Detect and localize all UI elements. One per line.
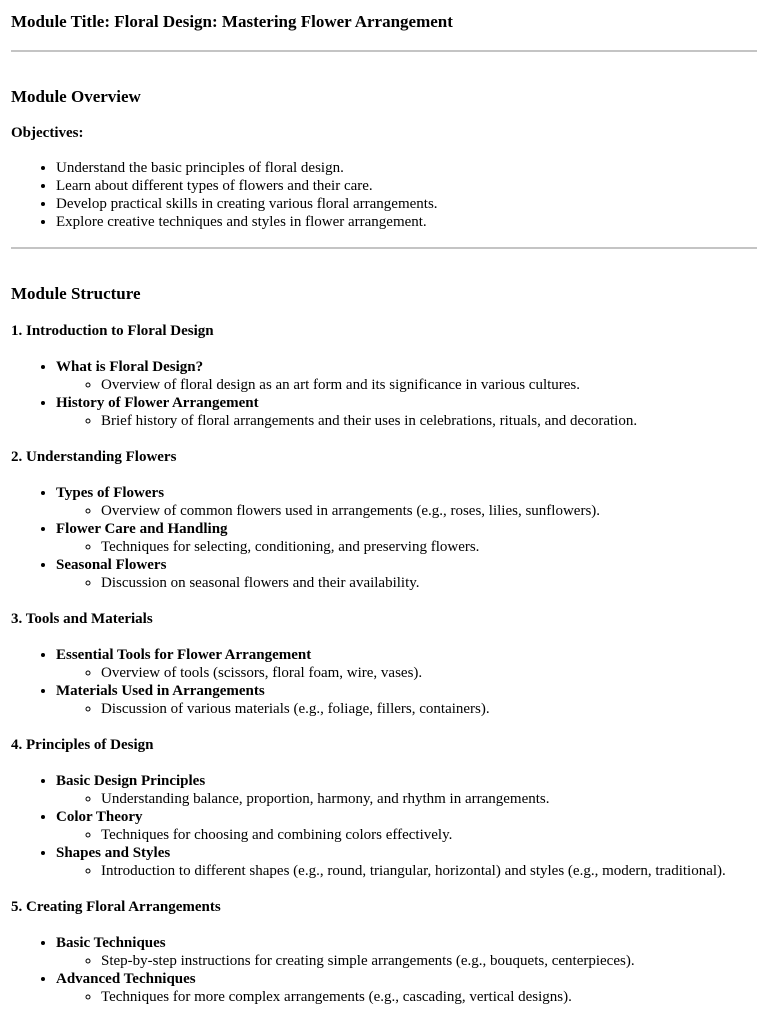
topic-list xyxy=(11,358,757,430)
topic-list xyxy=(11,646,757,718)
topic-item xyxy=(56,772,757,808)
topic-item xyxy=(56,484,757,520)
topic-item xyxy=(56,520,757,556)
topic-name: Advanced Techniques xyxy=(56,971,196,987)
topic-name: Basic Techniques xyxy=(56,935,166,951)
topic-item xyxy=(56,970,757,1006)
topic-detail: ◦ Overview of tools (scissors, floral foam, wire, vases). xyxy=(101,664,757,682)
structure-heading: Module Structure xyxy=(11,284,141,303)
topic-detail: ◦ Discussion of various materials (e.g., foliage, fillers, containers). xyxy=(101,700,757,718)
structure-section xyxy=(11,898,757,1006)
topic-item xyxy=(56,844,757,880)
topic-name: Flower Care and Handling xyxy=(56,521,228,537)
topic-list xyxy=(11,484,757,592)
topic-detail-list xyxy=(56,862,757,880)
objective-item: • Explore creative techniques and styles in flower arrangement. xyxy=(56,213,757,231)
topic-name: Essential Tools for Flower Arrangement xyxy=(56,647,312,663)
section-title: 5. Creating Floral Arrangements xyxy=(11,899,221,915)
topic-detail: ◦ Brief history of floral arrangements and their uses in celebrations, rituals, and decoration. xyxy=(101,412,757,430)
topic-name: Seasonal Flowers xyxy=(56,557,167,573)
divider xyxy=(11,247,757,249)
topic-item xyxy=(56,808,757,844)
topic-detail: ◦ Techniques for selecting, conditioning, and preserving flowers. xyxy=(101,538,757,556)
module-title: Module Title: Floral Design: Mastering Flower Arrangement xyxy=(11,12,453,31)
overview-heading: Module Overview xyxy=(11,87,141,106)
section-title: 3. Tools and Materials xyxy=(11,611,153,627)
topic-detail-list xyxy=(56,988,757,1006)
structure-section xyxy=(11,448,757,592)
topic-item xyxy=(56,556,757,592)
structure-section xyxy=(11,322,757,430)
topic-detail: ◦ Techniques for choosing and combining colors effectively. xyxy=(101,826,757,844)
objective-item: • Understand the basic principles of floral design. xyxy=(56,159,757,177)
topic-name: What is Floral Design? xyxy=(56,359,204,375)
topic-detail-list xyxy=(56,376,757,394)
objectives-label: Objectives: xyxy=(11,125,84,141)
topic-detail-list xyxy=(56,574,757,592)
structure-section xyxy=(11,736,757,880)
structure-section xyxy=(11,610,757,718)
topic-name: History of Flower Arrangement xyxy=(56,395,259,411)
topic-detail-list xyxy=(56,664,757,682)
divider xyxy=(11,50,757,52)
topic-item xyxy=(56,394,757,430)
topic-detail-list xyxy=(56,952,757,970)
topic-detail: ◦ Introduction to different shapes (e.g., round, triangular, horizontal) and styles (e.g., modern, traditional). xyxy=(101,862,757,880)
section-title: 4. Principles of Design xyxy=(11,737,154,753)
topic-detail: ◦ Understanding balance, proportion, harmony, and rhythm in arrangements. xyxy=(101,790,757,808)
structure-sections xyxy=(11,322,757,1006)
topic-detail-list xyxy=(56,790,757,808)
topic-item xyxy=(56,934,757,970)
objective-item: • Develop practical skills in creating various floral arrangements. xyxy=(56,195,757,213)
topic-item xyxy=(56,646,757,682)
section-title: 1. Introduction to Floral Design xyxy=(11,323,214,339)
objective-item: • Learn about different types of flowers and their care. xyxy=(56,177,757,195)
topic-detail-list xyxy=(56,538,757,556)
topic-item xyxy=(56,358,757,394)
topic-detail-list xyxy=(56,502,757,520)
topic-name: Types of Flowers xyxy=(56,485,165,501)
topic-detail: ◦ Overview of common flowers used in arrangements (e.g., roses, lilies, sunflowers). xyxy=(101,502,757,520)
topic-detail-list xyxy=(56,700,757,718)
topic-name: Materials Used in Arrangements xyxy=(56,683,265,699)
topic-detail: ◦ Discussion on seasonal flowers and their availability. xyxy=(101,574,757,592)
objectives-list xyxy=(11,159,757,231)
topic-detail-list xyxy=(56,826,757,844)
topic-name: Color Theory xyxy=(56,809,143,825)
topic-list xyxy=(11,934,757,1006)
topic-item xyxy=(56,682,757,718)
topic-list xyxy=(11,772,757,880)
topic-detail: ◦ Techniques for more complex arrangements (e.g., cascading, vertical designs). xyxy=(101,988,757,1006)
topic-detail: ◦ Overview of floral design as an art form and its significance in various cultures. xyxy=(101,376,757,394)
topic-detail-list xyxy=(56,412,757,430)
topic-name: Basic Design Principles xyxy=(56,773,206,789)
topic-name: Shapes and Styles xyxy=(56,845,171,861)
topic-detail: ◦ Step-by-step instructions for creating simple arrangements (e.g., bouquets, centerpieces). xyxy=(101,952,757,970)
section-title: 2. Understanding Flowers xyxy=(11,449,177,465)
